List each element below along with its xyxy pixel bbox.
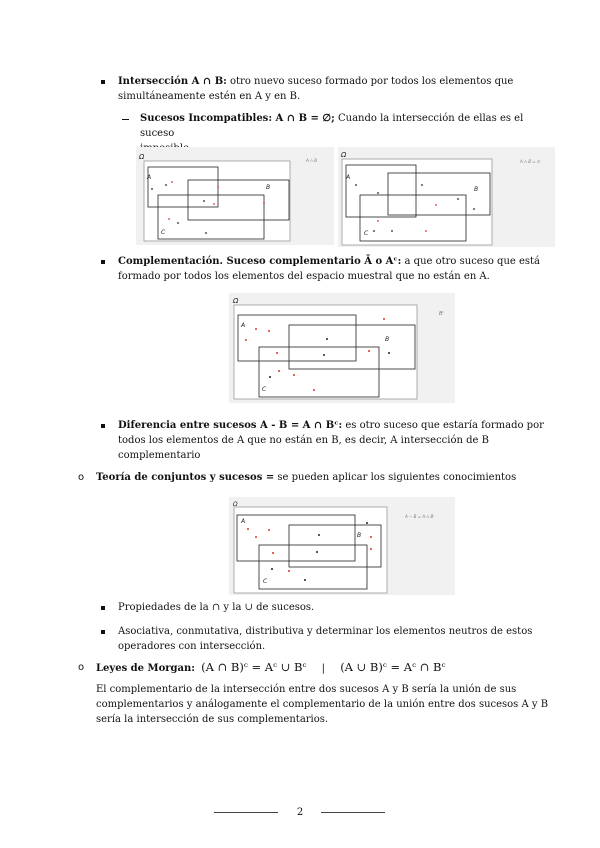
morgan-formula-1: (A ∩ B)ᶜ = Aᶜ ∪ Bᶜ bbox=[201, 660, 307, 674]
morgan-item bbox=[96, 658, 566, 678]
bullet-square bbox=[101, 260, 105, 264]
venn2-a: A bbox=[346, 174, 351, 181]
interseccion-desc-l1: otro nuevo suceso formado por todos los elementos que bbox=[226, 76, 514, 87]
venn1-c: C bbox=[161, 229, 166, 236]
morgan-paragraph bbox=[96, 682, 566, 727]
venn2-omega: Ω bbox=[341, 151, 347, 159]
venn3-b: B bbox=[385, 336, 390, 343]
bullet-dash bbox=[122, 119, 129, 120]
venn3-omega: Ω bbox=[233, 297, 239, 305]
venn-diagram-incompatible bbox=[338, 147, 555, 247]
morgan-title: Leyes de Morgan: bbox=[96, 663, 195, 674]
asociativa-l2: operadores con intersección. bbox=[118, 641, 266, 652]
footer-line-left bbox=[214, 812, 278, 813]
venn2-b: B bbox=[474, 186, 479, 193]
venn1-note: A ∩ B bbox=[306, 158, 317, 163]
diferencia-item bbox=[118, 418, 558, 463]
venn1-a: A bbox=[147, 174, 152, 181]
bullet-circle: o bbox=[78, 662, 85, 673]
morgan-p-l2: complementarios y análogamente el complementario de la unión entre dos sucesos A y B bbox=[96, 699, 549, 710]
diferencia-title: Diferencia entre sucesos A - B = A ∩ Bᶜ: bbox=[118, 420, 343, 431]
venn4-c: C bbox=[263, 578, 268, 585]
venn4-omega: Ω bbox=[233, 501, 238, 508]
bullet-square bbox=[101, 630, 105, 634]
complementacion-desc-l2: formado por todos los elementos del espacio muestral que no están en A. bbox=[118, 271, 490, 282]
venn2-note: A ∩ B = ∅ bbox=[520, 159, 541, 164]
diferencia-desc-l1: es otro suceso que estaría formado por bbox=[342, 420, 544, 431]
footer-line-right bbox=[321, 812, 385, 813]
bullet-circle: o bbox=[78, 472, 85, 483]
venn3-a: A bbox=[241, 322, 246, 329]
venn2-c: C bbox=[364, 230, 369, 237]
teoria-desc: se pueden aplicar los siguientes conocimientos bbox=[274, 472, 517, 483]
venn1-b: B bbox=[266, 184, 271, 191]
venn1-omega: Ω bbox=[139, 153, 145, 161]
complementacion-item bbox=[118, 254, 558, 284]
diferencia-desc-l2: todos los elementos de A que no están en B, es decir, A intersección de B bbox=[118, 435, 489, 446]
incompatibles-title: Sucesos Incompatibles: A ∩ B = ∅; bbox=[140, 113, 335, 124]
morgan-p-l3: sería la intersección de sus complementarios. bbox=[96, 714, 329, 725]
venn4-note: A − B = A ∩ Bᶜ bbox=[405, 514, 435, 519]
venn-diagram-difference bbox=[229, 497, 455, 595]
interseccion-item bbox=[118, 74, 558, 104]
morgan-p-l1: El complementario de la intersección entre dos sucesos A y B sería la unión de sus bbox=[96, 684, 517, 695]
page-number: 2 bbox=[296, 807, 304, 818]
venn3-note: Bᶜ bbox=[439, 311, 445, 317]
complementacion-desc-l1: a que otro suceso que está bbox=[401, 256, 541, 267]
bullet-square bbox=[101, 80, 105, 84]
incompatibles-desc-l1: Cuando la intersección de ellas es el suceso bbox=[140, 113, 524, 139]
venn3-c: C bbox=[262, 386, 267, 393]
morgan-formula-2: (A ∪ B)ᶜ = Aᶜ ∩ Bᶜ bbox=[340, 660, 446, 674]
diferencia-desc-l3: complementario bbox=[118, 450, 201, 461]
morgan-separator: | bbox=[321, 663, 325, 674]
asociativa-item bbox=[118, 624, 558, 654]
venn-diagram-intersection bbox=[136, 147, 334, 245]
venn4-a: A bbox=[241, 518, 246, 525]
bullet-square bbox=[101, 424, 105, 428]
complementacion-title: Complementación. Suceso complementario Ā o Aᶜ: bbox=[118, 256, 402, 267]
interseccion-title: Intersección A ∩ B: bbox=[118, 76, 227, 87]
interseccion-desc-l2: simultáneamente estén en A y en B. bbox=[118, 91, 301, 102]
venn4-b: B bbox=[357, 532, 362, 539]
asociativa-l1: Asociativa, conmutativa, distributiva y determinar los elementos neutros de estos bbox=[118, 626, 533, 637]
venn-diagram-complement bbox=[229, 293, 455, 403]
bullet-square bbox=[101, 606, 105, 610]
propiedades-item bbox=[118, 600, 558, 615]
propiedades-text: Propiedades de la ∩ y la ∪ de sucesos. bbox=[118, 602, 315, 613]
teoria-item bbox=[96, 470, 556, 485]
teoria-title: Teoría de conjuntos y sucesos = bbox=[96, 472, 275, 483]
